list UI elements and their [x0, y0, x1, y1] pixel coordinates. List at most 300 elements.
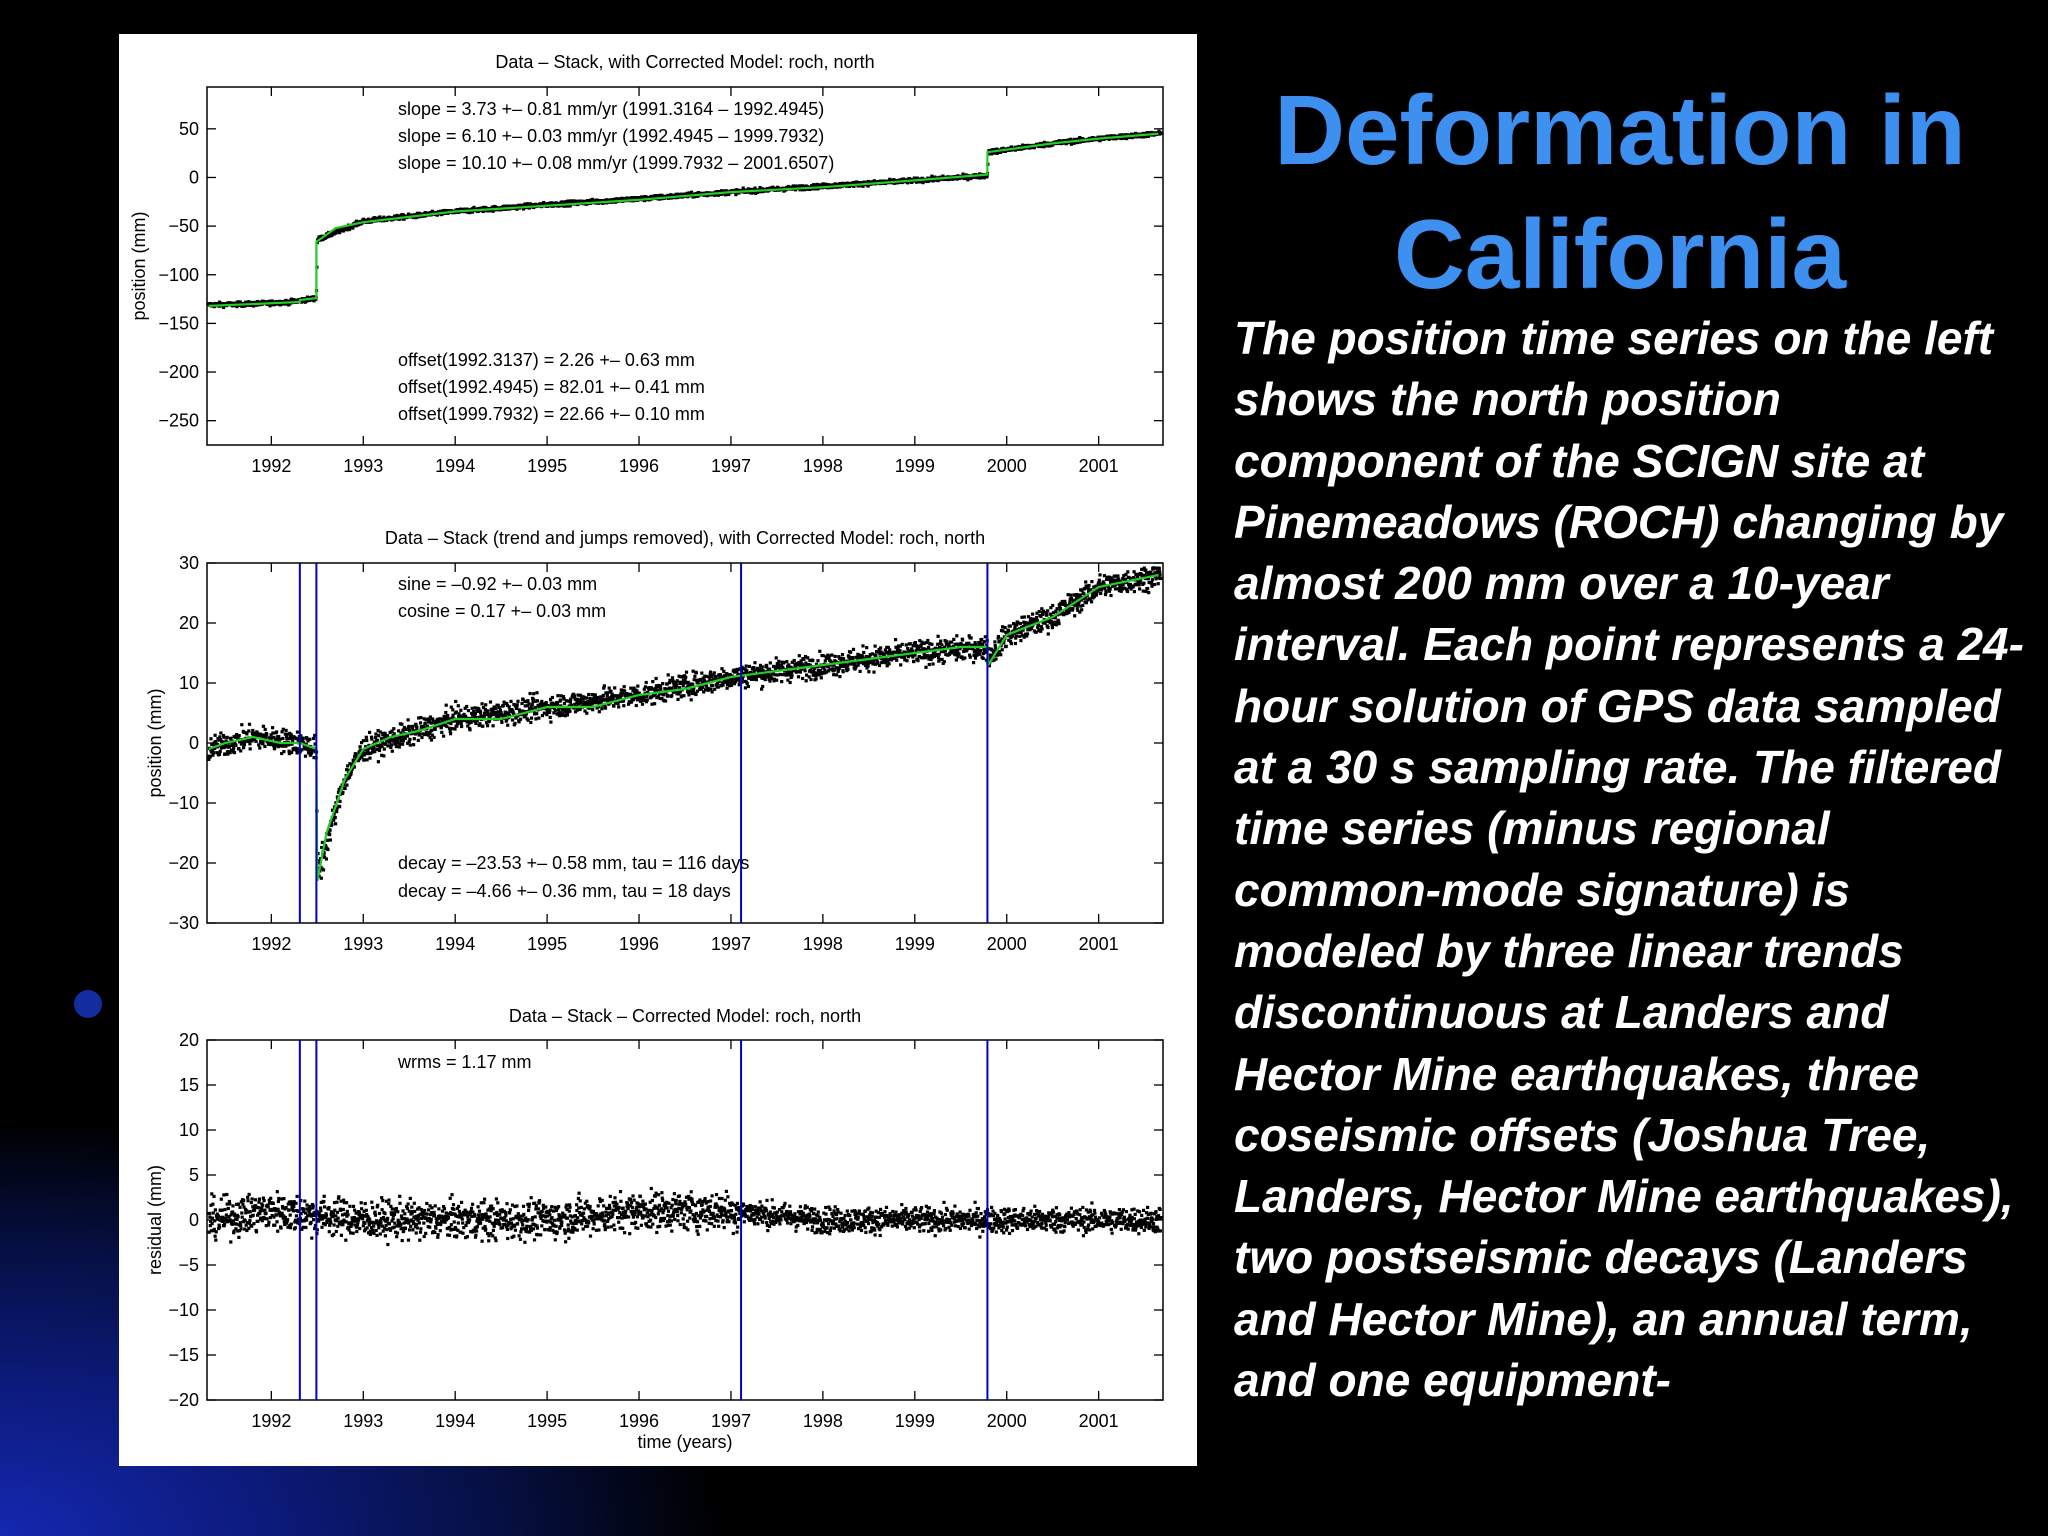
- data-point: [694, 693, 697, 696]
- chart-title: Data – Stack, with Corrected Model: roch, north: [495, 52, 875, 72]
- data-point: [573, 694, 576, 697]
- data-point: [676, 698, 679, 701]
- data-point: [529, 721, 532, 724]
- data-point: [554, 709, 557, 712]
- data-point: [819, 669, 822, 672]
- data-point: [494, 707, 497, 710]
- data-point: [867, 665, 870, 668]
- data-point: [916, 659, 919, 662]
- data-point: [832, 673, 835, 676]
- data-point: [952, 638, 955, 641]
- data-point: [961, 638, 964, 641]
- data-point: [290, 751, 293, 754]
- data-point: [859, 670, 862, 673]
- data-point: [613, 686, 616, 689]
- x-tick-label: 1998: [802, 456, 843, 476]
- data-point: [1041, 627, 1044, 630]
- data-point: [822, 654, 825, 657]
- data-point: [774, 673, 777, 676]
- data-point: [529, 692, 532, 695]
- data-point: [587, 693, 590, 696]
- data-point: [234, 744, 237, 747]
- data-point: [245, 732, 248, 735]
- data-point: [1011, 635, 1014, 638]
- data-point: [670, 694, 673, 697]
- data-point: [212, 751, 215, 754]
- data-point: [285, 729, 288, 732]
- data-point: [898, 649, 901, 652]
- data-point: [329, 838, 332, 841]
- data-point: [842, 657, 845, 660]
- data-point: [617, 705, 620, 708]
- data-point: [940, 643, 943, 646]
- data-point: [608, 687, 611, 690]
- data-point: [308, 738, 311, 741]
- data-point: [397, 739, 400, 742]
- data-point: [1015, 634, 1018, 637]
- data-point: [409, 744, 412, 747]
- data-point: [646, 698, 649, 701]
- x-tick-label: 1993: [343, 456, 384, 476]
- annotation: slope = 3.73 +– 0.81 mm/yr (1991.3164 – 1992.4945): [398, 99, 825, 119]
- data-point: [745, 665, 748, 668]
- data-point: [687, 693, 690, 696]
- data-point: [644, 685, 647, 688]
- data-point: [1038, 610, 1041, 613]
- data-point: [937, 635, 940, 638]
- data-point: [271, 732, 274, 735]
- data-point: [804, 669, 807, 672]
- data-point: [609, 690, 612, 693]
- data-point: [262, 725, 265, 728]
- data-point: [516, 700, 519, 703]
- data-point: [815, 677, 818, 680]
- data-point: [693, 675, 696, 678]
- data-point: [682, 694, 685, 697]
- y-tick-label: −250: [158, 410, 199, 431]
- data-point: [1031, 613, 1034, 616]
- data-point: [549, 716, 552, 719]
- data-point: [412, 743, 415, 746]
- data-point: [924, 666, 927, 669]
- data-point: [905, 659, 908, 662]
- data-point: [899, 663, 902, 666]
- chart-title: Data – Stack (trend and jumps removed), with Corrected Model: roch, north: [384, 528, 986, 548]
- data-point: [865, 646, 868, 649]
- data-point: [377, 760, 380, 763]
- data-point: [984, 635, 987, 638]
- data-point: [228, 745, 231, 748]
- data-point: [454, 700, 457, 703]
- data-point: [248, 742, 251, 745]
- data-point: [470, 721, 473, 724]
- data-point: [912, 660, 915, 663]
- data-point: [852, 656, 855, 659]
- data-point: [861, 644, 864, 647]
- x-tick-label: 1994: [435, 456, 476, 476]
- data-point: [909, 642, 912, 645]
- data-point: [982, 657, 985, 660]
- data-point: [419, 721, 422, 724]
- data-point: [580, 701, 583, 704]
- data-point: [348, 762, 351, 765]
- data-point: [691, 683, 694, 686]
- data-point: [695, 671, 698, 674]
- x-tick-label: 1999: [894, 456, 935, 476]
- data-point: [226, 736, 229, 739]
- data-point: [623, 685, 626, 688]
- data-point: [535, 712, 538, 715]
- data-point: [568, 710, 571, 713]
- data-point: [1047, 632, 1050, 635]
- data-point: [709, 688, 712, 691]
- data-point: [513, 722, 516, 725]
- data-point: [978, 653, 981, 656]
- data-point: [653, 702, 656, 705]
- data-point: [1026, 632, 1029, 635]
- data-point: [765, 665, 768, 668]
- y-tick-label: −150: [158, 313, 199, 334]
- data-point: [835, 673, 838, 676]
- time-series-figure: [119, 34, 1197, 1466]
- data-point: [382, 754, 385, 757]
- data-point: [281, 737, 284, 740]
- data-point: [249, 747, 252, 750]
- data-point: [239, 749, 242, 752]
- data-point: [1057, 622, 1060, 625]
- data-point: [492, 724, 495, 727]
- data-point: [551, 696, 554, 699]
- data-point: [502, 704, 505, 707]
- data-point: [635, 704, 638, 707]
- data-point: [700, 672, 703, 675]
- data-point: [365, 736, 368, 739]
- data-point: [1041, 613, 1044, 616]
- data-point: [955, 634, 958, 637]
- data-point: [734, 680, 737, 683]
- data-point: [209, 737, 212, 740]
- data-point: [338, 805, 341, 808]
- data-point: [563, 702, 566, 705]
- data-point: [1005, 645, 1008, 648]
- data-point: [362, 739, 365, 742]
- data-point: [368, 757, 371, 760]
- data-point: [335, 810, 338, 813]
- data-point: [511, 718, 514, 721]
- data-point: [645, 681, 648, 684]
- data-point: [258, 746, 261, 749]
- data-point: [453, 727, 456, 730]
- data-point: [838, 675, 841, 678]
- data-point: [874, 645, 877, 648]
- data-point: [415, 726, 418, 729]
- data-point: [401, 743, 404, 746]
- data-point: [1009, 624, 1012, 627]
- data-point: [251, 729, 254, 732]
- data-point: [536, 699, 539, 702]
- data-point: [363, 758, 366, 761]
- data-point: [398, 742, 401, 745]
- annotation: slope = 6.10 +– 0.03 mm/yr (1992.4945 – 1999.7932): [398, 126, 825, 146]
- y-axis-label: position (mm): [129, 211, 149, 321]
- data-point: [282, 728, 285, 731]
- data-point: [569, 700, 572, 703]
- data-point: [816, 659, 819, 662]
- data-point: [591, 708, 594, 711]
- data-point: [390, 743, 393, 746]
- data-point: [963, 656, 966, 659]
- data-point: [939, 640, 942, 643]
- data-point: [418, 733, 421, 736]
- data-point: [520, 702, 523, 705]
- data-point: [468, 728, 471, 731]
- data-point: [785, 660, 788, 663]
- data-point: [486, 710, 489, 713]
- y-tick-label: −100: [158, 264, 199, 285]
- data-point: [888, 648, 891, 651]
- data-point: [1035, 616, 1038, 619]
- data-point: [444, 711, 447, 714]
- data-point: [218, 735, 221, 738]
- data-point: [282, 750, 285, 753]
- data-point: [605, 691, 608, 694]
- data-point: [471, 707, 474, 710]
- data-point: [242, 746, 245, 749]
- data-point: [368, 731, 371, 734]
- data-point: [383, 748, 386, 751]
- data-point: [338, 800, 341, 803]
- data-point: [818, 650, 821, 653]
- data-point: [901, 643, 904, 646]
- data-point: [534, 717, 537, 720]
- data-point: [370, 738, 373, 741]
- data-point: [1001, 629, 1004, 632]
- data-point: [983, 640, 986, 643]
- data-point: [460, 725, 463, 728]
- data-point: [841, 653, 844, 656]
- data-point: [651, 680, 654, 683]
- data-point: [400, 723, 403, 726]
- data-point: [809, 678, 812, 681]
- data-point: [566, 713, 569, 716]
- data-point: [687, 681, 690, 684]
- data-point: [928, 663, 931, 666]
- data-point: [271, 726, 274, 729]
- data-point: [486, 724, 489, 727]
- data-point: [1159, 132, 1162, 135]
- data-point: [992, 649, 995, 652]
- annotation: offset(1992.4945) = 82.01 +– 0.41 mm: [398, 377, 705, 397]
- data-point: [420, 736, 423, 739]
- data-point: [969, 656, 972, 659]
- data-point: [222, 736, 225, 739]
- data-point: [930, 643, 933, 646]
- data-point: [406, 735, 409, 738]
- data-point: [684, 676, 687, 679]
- data-point: [722, 670, 725, 673]
- data-point: [777, 660, 780, 663]
- data-point: [801, 677, 804, 680]
- data-point: [1051, 626, 1054, 629]
- data-point: [545, 701, 548, 704]
- data-point: [711, 684, 714, 687]
- data-point: [997, 635, 1000, 638]
- data-point: [775, 679, 778, 682]
- data-point: [858, 661, 861, 664]
- data-point: [326, 848, 329, 851]
- data-point: [972, 661, 975, 664]
- panel-1: [129, 52, 1163, 476]
- data-point: [675, 684, 678, 687]
- data-point: [489, 700, 492, 703]
- data-point: [671, 676, 674, 679]
- data-point: [974, 657, 977, 660]
- data-point: [797, 675, 800, 678]
- data-point: [887, 662, 890, 665]
- data-point: [955, 658, 958, 661]
- data-point: [451, 708, 454, 711]
- data-point: [1010, 642, 1013, 645]
- data-point: [484, 703, 487, 706]
- data-point: [769, 661, 772, 664]
- data-point: [957, 652, 960, 655]
- data-point: [214, 734, 217, 737]
- data-point: [970, 636, 973, 639]
- data-point: [879, 646, 882, 649]
- data-point: [219, 750, 222, 753]
- data-point: [334, 816, 337, 819]
- data-point: [780, 680, 783, 683]
- data-point: [548, 709, 551, 712]
- data-point: [600, 707, 603, 710]
- data-point: [218, 753, 221, 756]
- data-point: [820, 676, 823, 679]
- data-point: [238, 734, 241, 737]
- data-point: [527, 702, 530, 705]
- data-point: [537, 717, 540, 720]
- data-point: [852, 648, 855, 651]
- data-point: [747, 685, 750, 688]
- annotation: offset(1992.3137) = 2.26 +– 0.63 mm: [398, 350, 695, 370]
- data-point: [302, 737, 305, 740]
- data-point: [612, 705, 615, 708]
- data-point: [753, 661, 756, 664]
- data-point: [248, 723, 251, 726]
- data-point: [709, 671, 712, 674]
- data-point: [585, 712, 588, 715]
- data-point: [846, 668, 849, 671]
- data-point: [465, 705, 468, 708]
- data-point: [585, 696, 588, 699]
- data-point: [914, 641, 917, 644]
- data-point: [532, 692, 535, 695]
- data-point: [526, 699, 529, 702]
- data-point: [755, 678, 758, 681]
- data-point: [481, 725, 484, 728]
- data-point: [535, 691, 538, 694]
- data-point: [549, 721, 552, 724]
- data-point: [641, 703, 644, 706]
- y-tick-label: 0: [188, 167, 199, 188]
- data-point: [994, 646, 997, 649]
- data-point: [1046, 626, 1049, 629]
- data-point: [666, 694, 669, 697]
- data-point: [312, 737, 315, 740]
- data-point: [993, 640, 996, 643]
- data-point: [782, 661, 785, 664]
- data-point: [257, 743, 260, 746]
- data-point: [798, 654, 801, 657]
- data-point: [296, 731, 299, 734]
- data-point: [730, 684, 733, 687]
- data-point: [994, 657, 997, 660]
- data-point: [943, 660, 946, 663]
- data-point: [931, 662, 934, 665]
- data-point: [813, 667, 816, 670]
- decorative-dot: [74, 990, 102, 1018]
- data-point: [872, 671, 875, 674]
- data-point: [894, 638, 897, 641]
- data-point: [275, 730, 278, 733]
- data-point: [805, 679, 808, 682]
- x-tick-label: 1995: [527, 456, 568, 476]
- data-point: [417, 739, 420, 742]
- data-point: [746, 682, 749, 685]
- data-point: [440, 731, 443, 734]
- data-point: [457, 704, 460, 707]
- data-point: [506, 724, 509, 727]
- data-point: [240, 723, 243, 726]
- data-point: [1001, 648, 1004, 651]
- panel-2: [145, 528, 1163, 954]
- data-point: [556, 694, 559, 697]
- data-point: [233, 751, 236, 754]
- data-point: [265, 733, 268, 736]
- data-point: [325, 857, 328, 860]
- data-point: [1023, 615, 1026, 618]
- annotation: slope = 10.10 +– 0.08 mm/yr (1999.7932 – 2001.6507): [398, 153, 835, 173]
- data-point: [519, 718, 522, 721]
- data-point: [761, 685, 764, 688]
- data-point: [481, 702, 484, 705]
- data-point: [411, 725, 414, 728]
- data-point: [334, 822, 337, 825]
- data-point: [849, 651, 852, 654]
- data-point: [999, 653, 1002, 656]
- data-point: [1045, 613, 1048, 616]
- data-point: [1019, 639, 1022, 642]
- data-point: [895, 659, 898, 662]
- data-point: [667, 673, 670, 676]
- data-point: [374, 733, 377, 736]
- data-point: [407, 725, 410, 728]
- data-point: [793, 659, 796, 662]
- data-point: [407, 718, 410, 721]
- x-tick-label: 2001: [1078, 456, 1119, 476]
- data-point: [865, 655, 868, 658]
- data-point: [344, 787, 347, 790]
- data-point: [459, 709, 462, 712]
- data-point: [690, 698, 693, 701]
- data-point: [255, 740, 258, 743]
- data-point: [345, 784, 348, 787]
- data-point: [979, 649, 982, 652]
- data-point: [862, 651, 865, 654]
- data-point: [433, 736, 436, 739]
- data-point: [603, 684, 606, 687]
- data-point: [479, 711, 482, 714]
- data-point: [413, 737, 416, 740]
